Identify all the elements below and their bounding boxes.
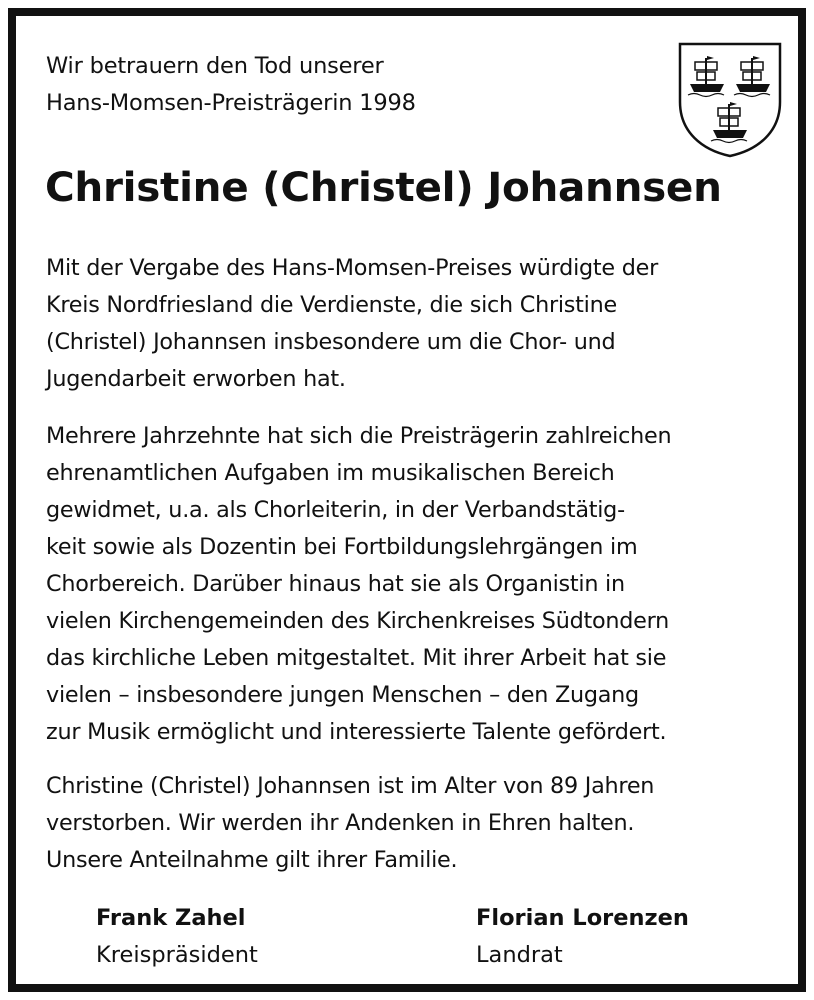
- text-line: Kreis Nordfriesland die Verdienste, die sich Christine: [46, 292, 617, 318]
- text-line: verstorben. Wir werden ihr Andenken in Ehren halten.: [46, 810, 635, 836]
- intro-line: Wir betrauern den Tod unserer: [46, 53, 384, 79]
- text-line: vielen – insbesondere jungen Menschen – den Zugang: [46, 682, 639, 708]
- signatory-name: Frank Zahel: [96, 905, 246, 931]
- intro-text: [46, 48, 606, 122]
- signatory-right: [476, 900, 689, 974]
- obituary-notice: [8, 8, 806, 992]
- signatory-name: Florian Lorenzen: [476, 905, 689, 931]
- text-line: zur Musik ermöglicht und interessierte Talente gefördert.: [46, 719, 667, 745]
- intro-line: Hans-Momsen-Preisträgerin 1998: [46, 90, 416, 116]
- text-line: (Christel) Johannsen insbesondere um die Chor- und: [46, 329, 616, 355]
- text-line: ehrenamtlichen Aufgaben im musikalischen Bereich: [46, 460, 615, 486]
- deceased-name: Christine (Christel) Johannsen: [45, 163, 722, 211]
- text-line: Chorbereich. Darüber hinaus hat sie als Organistin in: [46, 571, 625, 597]
- text-line: Unsere Anteilnahme gilt ihrer Familie.: [46, 847, 458, 873]
- signatory-role: Kreispräsident: [96, 942, 258, 968]
- signatory-left: [96, 900, 258, 974]
- coat-of-arms-icon: [674, 40, 786, 160]
- signatory-role: Landrat: [476, 942, 563, 968]
- paragraph-condolence: [46, 768, 792, 879]
- text-line: das kirchliche Leben mitgestaltet. Mit ihrer Arbeit hat sie: [46, 645, 667, 671]
- text-line: Jugendarbeit erworben hat.: [46, 366, 346, 392]
- text-line: Christine (Christel) Johannsen ist im Alter von 89 Jahren: [46, 773, 655, 799]
- text-line: keit sowie als Dozentin bei Fortbildungslehrgängen im: [46, 534, 638, 560]
- paragraph-award: [46, 250, 792, 398]
- text-line: Mehrere Jahrzehnte hat sich die Preisträgerin zahlreichen: [46, 423, 672, 449]
- text-line: gewidmet, u.a. als Chorleiterin, in der Verbandstätig-: [46, 497, 625, 523]
- paragraph-merits: [46, 418, 792, 751]
- text-line: Mit der Vergabe des Hans-Momsen-Preises würdigte der: [46, 255, 658, 281]
- text-line: vielen Kirchengemeinden des Kirchenkreises Südtondern: [46, 608, 670, 634]
